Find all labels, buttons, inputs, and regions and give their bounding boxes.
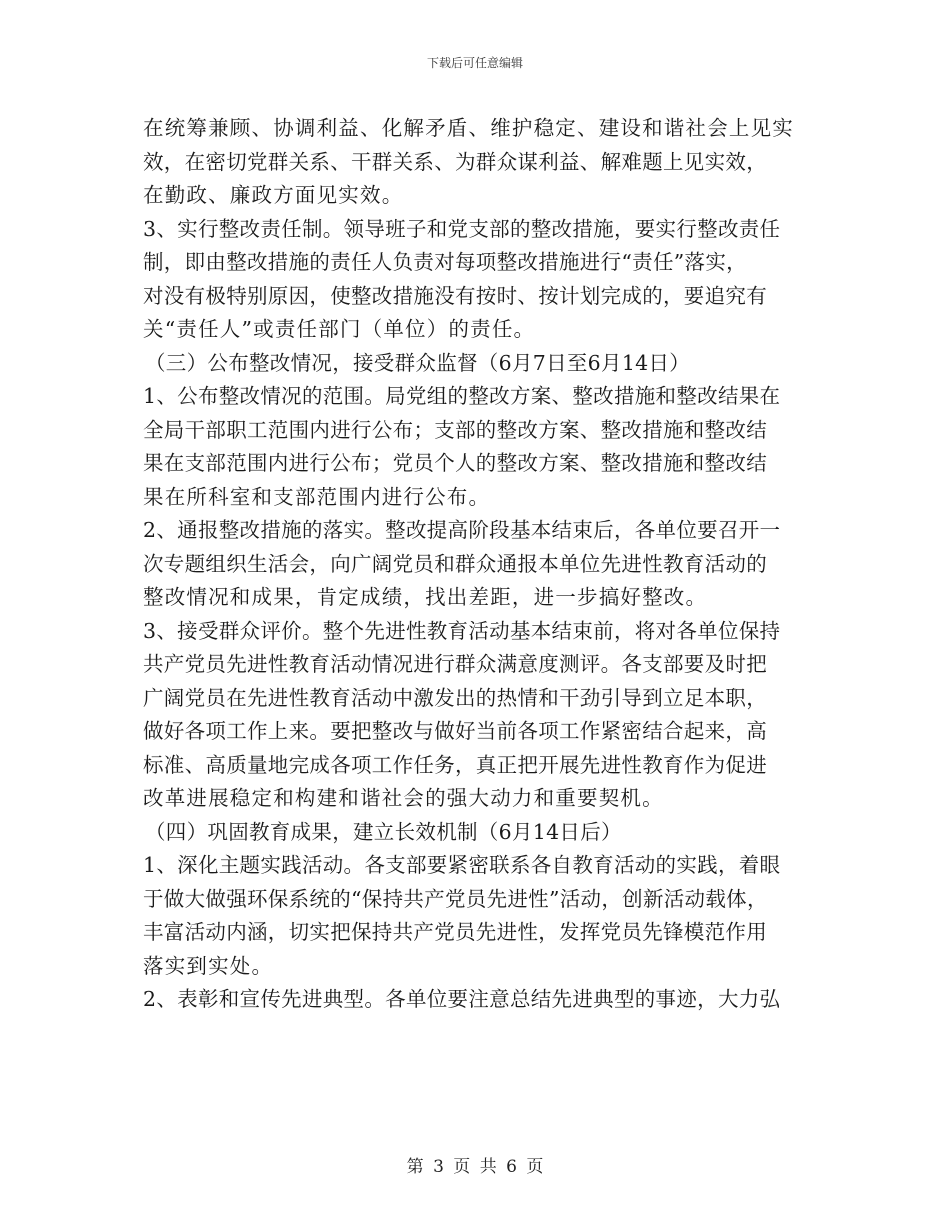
text-line: 果在所科室和支部范围内进行公布。 [143,484,491,509]
text-line: 2、表彰和宣传先进典型。各单位要注意总结先进典型的事迹，大力弘 [143,987,781,1011]
text-line: 在勤政、廉政方面见实效。 [143,183,404,207]
text-line: 做好各项工作上来。要把整改与做好当前各项工作紧密结合起来，高 [143,719,767,743]
text-line: 制，即由整改措施的责任人负责对每项整改措施进行“责任”落实， [143,250,747,274]
text-line: 共产党员先进性教育活动情况进行群众满意度测评。各支部要及时把 [143,652,767,676]
text-line: 丰富活动内涵，切实把保持共产党员先进性，发挥党员先锋模范作用 [143,920,767,944]
page-number-footer: 第 3 页 共 6 页 [406,1157,544,1177]
text-line: 关“责任人”或责任部门（单位）的责任。 [143,317,536,341]
section-heading: （三）公布整改情况，接受群众监督（6月7日至6月14日） [145,350,691,375]
text-line: 1、公布整改情况的范围。局党组的整改方案、整改措施和整改结果在 [143,384,781,408]
text-line: 于做大做强环保系统的“保持共产党员先进性”活动，创新活动载体， [143,886,768,911]
text-line: 3、接受群众评价。整个先进性教育活动基本结束前，将对各单位保持 [143,618,781,643]
text-line: 3、实行整改责任制。领导班子和党支部的整改措施，要实行整改责任 [143,216,781,241]
text-line: 落实到实处。 [143,953,274,978]
text-line: 整改情况和成果，肯定成绩，找出差距，进一步搞好整改。 [143,585,708,609]
section-heading: （四）巩固教育成果，建立长效机制（6月14日后） [145,819,622,844]
text-line: 2、通报整改措施的落实。整改提高阶段基本结束后，各单位要召开一 [143,518,781,542]
text-line: 次专题组织生活会，向广阔党员和群众通报本单位先进性教育活动的 [143,551,767,576]
document-body [143,112,809,1017]
page-header-note: 下载后可任意编辑 [426,56,523,70]
text-line: 1、深化主题实践活动。各支部要紧密联系各自教育活动的实践，着眼 [143,853,781,877]
text-line: 在统筹兼顾、协调利益、化解矛盾、维护稳定、建设和谐社会上见实 [143,116,794,140]
text-line: 标准、高质量地完成各项工作任务，真正把开展先进性教育作为促进 [143,752,767,777]
text-line: 全局干部职工范围内进行公布；支部的整改方案、整改措施和整改结 [143,417,767,442]
text-line: 果在支部范围内进行公布；党员个人的整改方案、整改措施和整改结 [143,451,767,475]
text-line: 效，在密切党群关系、干群关系、为群众谋利益、解难题上见实效， [143,149,767,174]
text-line: 对没有极特别原因，使整改措施没有按时、按计划完成的，要追究有 [143,283,767,308]
text-line: 改革进展稳定和构建和谐社会的强大动力和重要契机。 [143,786,664,810]
text-line: 广阔党员在先进性教育活动中激发出的热情和干劲引导到立足本职， [143,685,767,710]
